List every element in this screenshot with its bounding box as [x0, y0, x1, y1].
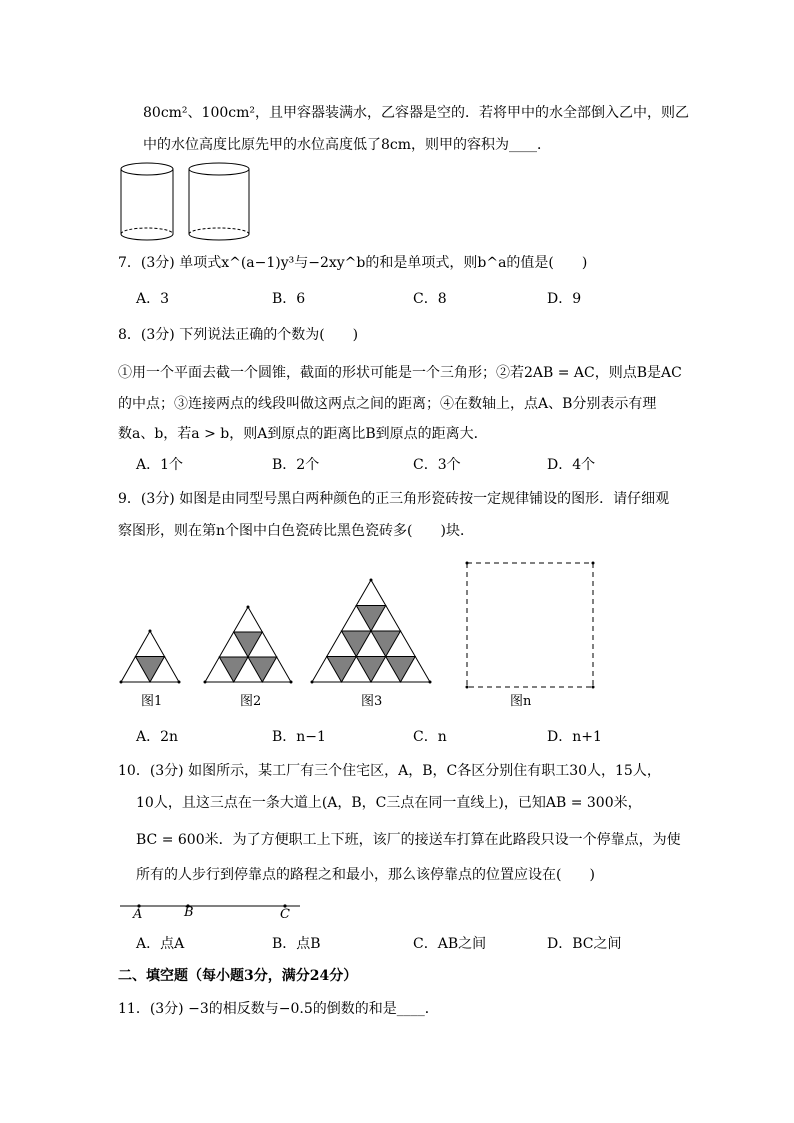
q8-line-3: 数a、b，若a > b，则A到原点的距离比B到原点的距离大．: [118, 426, 488, 442]
q9-figure-2: [202, 601, 294, 684]
q10-road-figure: [118, 898, 303, 922]
q9-stem-2: 察图形，则在第n个图中白色瓷砖比黑色瓷砖多( )块．: [118, 523, 474, 539]
q10-line-3: BC = 600米．为了方便职工上下班，该厂的接送车打算在此路段只设一个停靠点，为使: [136, 832, 681, 848]
q9-option-a[interactable]: A．2n: [136, 729, 179, 745]
q7-option-c[interactable]: C．8: [413, 291, 447, 307]
q6-cylinders-figure: [118, 158, 253, 246]
q9-figure-1: [118, 626, 182, 684]
cylinder-yi: [189, 163, 249, 240]
q8-line-1: ①用一个平面去截一个圆锥，截面的形状可能是一个三角形；②若2AB = AC，则点B是AC: [118, 365, 682, 381]
q10-point-c-label: C: [280, 907, 290, 922]
q8-option-b[interactable]: B．2个: [272, 457, 320, 473]
q7-option-d[interactable]: D．9: [547, 291, 582, 307]
q7-stem: 7．(3分) 单项式x^(a−1)y³与−2xy^b的和是单项式，则b^a的值是( ): [118, 255, 588, 271]
q7-option-b[interactable]: B．6: [272, 291, 306, 307]
q9-figure-n: [464, 560, 596, 690]
q9-caption-2: 图2: [240, 694, 262, 709]
q10-line-2: 10人，且这三点在一条大道上(A，B，C三点在同一直线上)，已知AB = 300米，: [136, 795, 642, 811]
q8-option-a[interactable]: A．1个: [136, 457, 184, 473]
q7-option-a[interactable]: A．3: [136, 291, 170, 307]
q6-line-1: 80cm²、100cm²，且甲容器装满水，乙容器是空的．若将甲中的水全部倒入乙中，则乙: [143, 105, 689, 121]
q8-option-c[interactable]: C．3个: [413, 457, 461, 473]
q9-option-b[interactable]: B．n−1: [272, 729, 326, 745]
q9-option-c[interactable]: C．n: [413, 729, 447, 745]
q10-option-b[interactable]: B．点B: [272, 936, 321, 952]
q9-option-d[interactable]: D．n+1: [547, 729, 602, 745]
q10-point-a-label: A: [133, 907, 143, 922]
section-2-title: 二、填空题（每小题3分，满分24分）: [118, 968, 358, 984]
q9-caption-n: 图n: [510, 694, 532, 709]
q9-figure-3: [309, 575, 433, 684]
q9-caption-3: 图3: [361, 694, 383, 709]
cylinder-jia: [121, 163, 173, 240]
q10-option-a[interactable]: A．点A: [136, 936, 185, 952]
q9-caption-1: 图1: [141, 694, 163, 709]
q9-stem-1: 9．(3分) 如图是由同型号黑白两种颜色的正三角形瓷砖按一定规律铺设的图形．请仔细观: [118, 491, 670, 507]
q6-line-2: 中的水位高度比原先甲的水位高度低了8cm，则甲的容积为____．: [143, 137, 552, 153]
q8-stem: 8．(3分) 下列说法正确的个数为( ): [118, 327, 359, 343]
q10-line-4: 所有的人步行到停靠点的路程之和最小，那么该停靠点的位置应设在( ): [136, 867, 595, 883]
q10-option-c[interactable]: C．AB之间: [413, 936, 487, 952]
q10-point-b-label: B: [184, 905, 194, 920]
q10-option-d[interactable]: D．BC之间: [547, 936, 622, 952]
q8-option-d[interactable]: D．4个: [547, 457, 596, 473]
q10-line-1: 10．(3分) 如图所示，某工厂有三个住宅区，A，B，C各区分别住有职工30人，15人，: [118, 763, 661, 779]
q11-stem: 11．(3分) −3的相反数与−0.5的倒数的和是____．: [118, 1001, 439, 1017]
q8-line-2: 的中点；③连接两点的线段叫做这两点之间的距离；④在数轴上，点A、B分别表示有理: [118, 396, 657, 412]
